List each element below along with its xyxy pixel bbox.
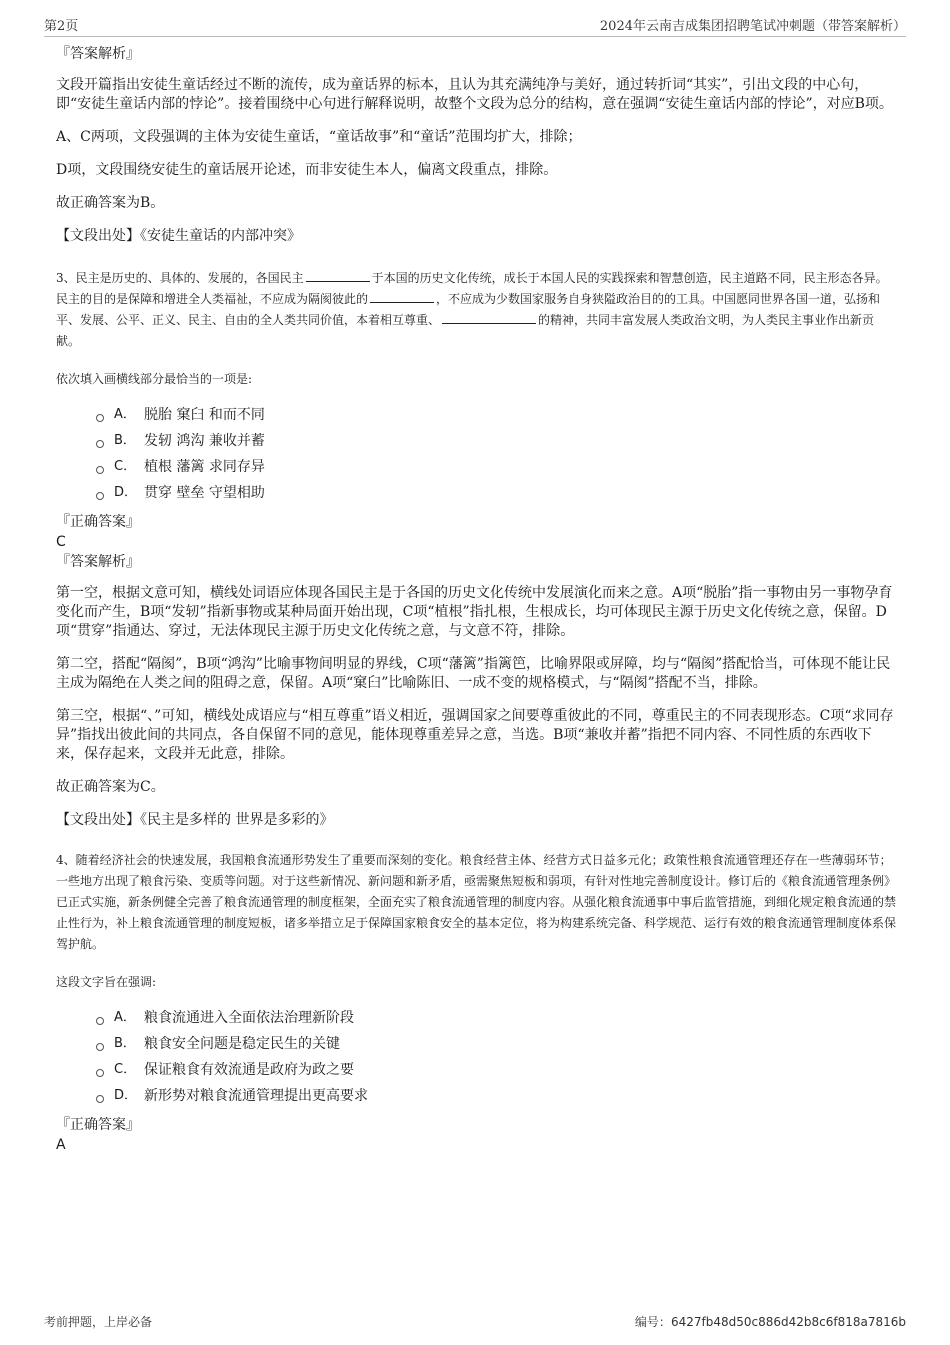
code-value: 6427fb48d50c886d42b8c6f818a7816b [670, 1315, 906, 1329]
radio-icon[interactable] [96, 440, 104, 448]
option-d[interactable] [96, 1083, 896, 1109]
option-text: 粮食安全问题是稳定民生的关键 [144, 1036, 340, 1052]
correct-answer: A [56, 1137, 66, 1153]
analysis-paragraph: A、C两项，文段强调的主体为安徒生童话，“童话故事”和“童话”范围均扩大，排除； [56, 129, 582, 145]
option-c[interactable] [96, 454, 896, 480]
question-text: 4、随着经济社会的快速发展，我国粮食流通形势发生了重要而深刻的变化。粮食经营主体、经营方式日益多元化；政策性粮食流通管理还存在一些薄弱环节；一些地方出现了粮食污染、变质等问题。对于这些新情况、新问题和新矛盾，亟需聚焦短板和弱项，有针对性地完善制度设计。修订后的《粮食流通管理条例》已正式实施，新条例健全完善了粮食流通管理的制度框架，全面充实了粮食流通管理的制度内容。从强化粮食流通事中事后监管措施，到细化规定粮食流通的禁止性行为，补上粮食流通管理的制度短板，诸多举措立足于保障国家粮食安全的基本定位，将为构建系统完备、科学规范、运行有效的粮食流通管理制度体系保驾护航。 [56, 853, 897, 951]
document-title: 2024年云南吉成集团招聘笔试冲刺题（带答案解析） [599, 19, 906, 34]
option-letter: C． [114, 459, 137, 474]
option-a[interactable] [96, 1005, 896, 1031]
footer-slogan: 考前押题，上岸必备 [44, 1315, 153, 1329]
option-text: 粮食流通进入全面依法治理新阶段 [144, 1010, 354, 1026]
option-text: 保证粮食有效流通是政府为政之要 [144, 1062, 354, 1078]
page-header [44, 14, 906, 37]
code-label: 编号： [634, 1315, 671, 1329]
option-b[interactable] [96, 428, 896, 454]
fill-blank-1 [306, 269, 370, 282]
question-prompt: 这段文字旨在强调: [56, 975, 157, 989]
fill-blank-2 [370, 290, 434, 303]
correct-answer-label: 『正确答案』 [56, 514, 140, 530]
analysis-paragraph: 第二空，搭配“隔阂”，B项“鸿沟”比喻事物间明显的界线，C项“藩篱”指篱笆，比喻界限或屏障，均与“隔阂”搭配恰当，可体现不能让民主成为隔绝在人类之间的阻碍之意，保留。A项“窠臼”比喻陈旧、一成不变的规格模式，与“隔阂”搭配不当，排除。 [56, 656, 891, 691]
option-letter: D． [114, 485, 138, 500]
option-a[interactable] [96, 402, 896, 428]
analysis-label: 『答案解析』 [56, 46, 140, 62]
radio-icon[interactable] [96, 1043, 104, 1051]
option-text: 脱胎 窠臼 和而不同 [144, 407, 265, 423]
question-prompt: 依次填入画横线部分最恰当的一项是: [56, 372, 253, 386]
question-text-part: 于本国的历史文化传统，成长于本国人民的实践探索和智慧创造，民主道路不同，民主形态各异。民主的目的是保障和增进全人类福祉，不应成为隔阂彼此的 [56, 271, 888, 306]
analysis-paragraph: 第三空，根据“、”可知，横线处成语应与“相互尊重”语义相近，强调国家之间要尊重彼此的不同，尊重民主的不同表现形态。C项“求同存异”指找出彼此间的共同点，各自保留不同的意见，能体现尊重差异之意，当选。B项“兼收并蓄”指把不同内容、不同性质的东西收下来，保存起来，文段并无此意，排除。 [56, 708, 894, 762]
radio-icon[interactable] [96, 466, 104, 474]
option-letter: B． [114, 433, 136, 448]
option-letter: D． [114, 1088, 138, 1103]
fill-blank-3 [442, 311, 536, 324]
document-code [635, 1313, 906, 1330]
analysis-label: 『答案解析』 [56, 554, 140, 570]
radio-icon[interactable] [96, 492, 104, 500]
question-text-part: 3、民主是历史的、具体的、发展的，各国民主 [56, 271, 304, 285]
analysis-paragraph: 文段开篇指出安徒生童话经过不断的流传，成为童话界的标本，且认为其充满纯净与美好，通过转折词“其实”，引出文段的中心句，即“安徒生童话内部的悖论”。接着围绕中心句进行解释说明，故整个文段为总分的结构，意在强调“安徒生童话内部的悖论”，对应B项。 [56, 77, 893, 112]
radio-icon[interactable] [96, 1069, 104, 1077]
analysis-paragraph: 故正确答案为C。 [56, 779, 165, 795]
correct-answer: C [56, 534, 66, 550]
option-letter: A． [114, 407, 136, 422]
question-text-part: ，不应成为少数国家服务自身狭隘政治目的的工具。中国愿同世界各国一道，弘扬和平、发展、公平、正义、民主、自由的全人类共同价值，本着相互尊重、 [56, 292, 881, 327]
option-text: 新形势对粮食流通管理提出更高要求 [144, 1088, 368, 1104]
analysis-paragraph: D项，文段围绕安徒生的童话展开论述，而非安徒生本人，偏离文段重点，排除。 [56, 162, 558, 178]
question-text-part: 的精神，共同丰富发展人类政治文明，为人类民主事业作出新贡献。 [56, 313, 875, 348]
option-text: 贯穿 壁垒 守望相助 [144, 485, 265, 501]
option-letter: C． [114, 1062, 137, 1077]
option-d[interactable] [96, 480, 896, 506]
passage-source: 【文段出处】《安徒生童话的内部冲突》 [56, 228, 301, 244]
option-text: 发轫 鸿沟 兼收并蓄 [144, 433, 265, 449]
option-list [96, 402, 896, 506]
page-footer [44, 1313, 906, 1330]
passage-source: 【文段出处】《民主是多样的 世界是多彩的》 [56, 812, 334, 828]
option-letter: A． [114, 1010, 136, 1025]
radio-icon[interactable] [96, 1017, 104, 1025]
option-b[interactable] [96, 1031, 896, 1057]
radio-icon[interactable] [96, 414, 104, 422]
option-list [96, 1005, 896, 1109]
question-text [56, 268, 896, 352]
correct-answer-label: 『正确答案』 [56, 1117, 140, 1133]
analysis-paragraph: 故正确答案为B。 [56, 195, 165, 211]
page-content [56, 44, 896, 1155]
option-text: 植根 藩篱 求同存异 [144, 459, 265, 475]
radio-icon[interactable] [96, 1095, 104, 1103]
analysis-paragraph: 第一空，根据文意可知，横线处词语应体现各国民主是于各国的历史文化传统中发展演化而来之意。A项“脱胎”指一事物由另一事物孕育变化而产生，B项“发轫”指新事物或某种局面开始出现，C项“植根”指扎根，生根成长，均可体现民主源于历史文化传统之意，保留。D项“贯穿”指通达、穿过，无法体现民主源于历史文化传统之意，与文意不符，排除。 [56, 585, 893, 639]
page-number: 第2页 [44, 19, 79, 34]
option-c[interactable] [96, 1057, 896, 1083]
option-letter: B． [114, 1036, 136, 1051]
